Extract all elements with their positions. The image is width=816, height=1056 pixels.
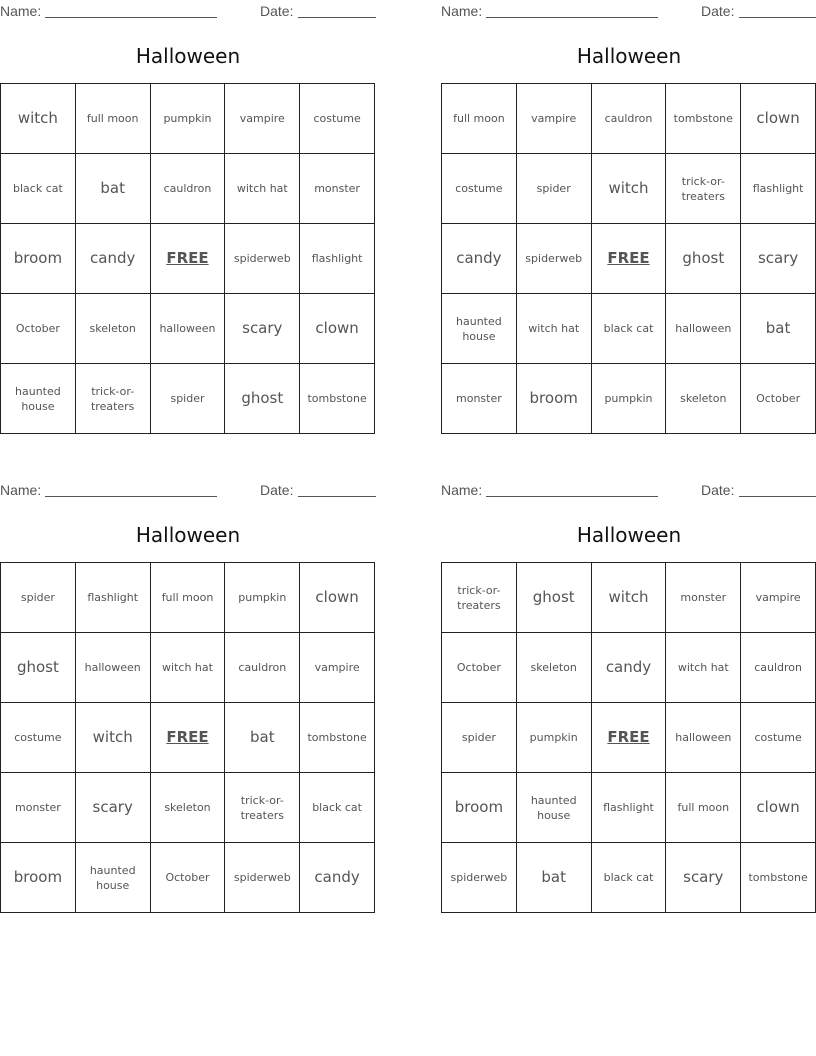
- bingo-cell: black cat: [300, 773, 375, 843]
- bingo-cell: October: [150, 843, 225, 913]
- free-space: FREE: [150, 224, 225, 294]
- bingo-cell: trick-or-treaters: [225, 773, 300, 843]
- bingo-cell: flashlight: [741, 154, 816, 224]
- bingo-cell: black cat: [1, 154, 76, 224]
- bingo-cell: candy: [442, 224, 517, 294]
- bingo-cell: spider: [1, 563, 76, 633]
- bingo-grid: [441, 83, 816, 434]
- card-header: [0, 479, 376, 501]
- bingo-cell: broom: [1, 843, 76, 913]
- free-space: FREE: [150, 703, 225, 773]
- bingo-cell: haunted house: [1, 364, 76, 434]
- bingo-cell: full moon: [442, 84, 517, 154]
- bingo-cell: bat: [75, 154, 150, 224]
- bingo-grid: [0, 562, 375, 913]
- grid-row: [1, 84, 375, 154]
- bingo-cell: haunted house: [75, 843, 150, 913]
- grid-row: [1, 633, 375, 703]
- grid-row: [442, 364, 816, 434]
- bingo-cell: cauldron: [591, 84, 666, 154]
- bingo-cell: tombstone: [741, 843, 816, 913]
- name-label: Name:: [441, 3, 483, 19]
- bingo-cell: witch hat: [150, 633, 225, 703]
- bingo-cell: spiderweb: [516, 224, 591, 294]
- bingo-cell: tombstone: [300, 703, 375, 773]
- bingo-card-2: [441, 0, 816, 407]
- bingo-cell: skeleton: [150, 773, 225, 843]
- grid-row: [442, 703, 816, 773]
- bingo-cell: bat: [516, 843, 591, 913]
- name-label: Name:: [441, 482, 483, 498]
- bingo-cell: bat: [225, 703, 300, 773]
- bingo-cell: monster: [300, 154, 375, 224]
- card-header: [441, 0, 816, 22]
- bingo-cell: scary: [75, 773, 150, 843]
- bingo-cell: costume: [1, 703, 76, 773]
- bingo-cell: tombstone: [666, 84, 741, 154]
- grid-row: [1, 364, 375, 434]
- bingo-cell: clown: [741, 773, 816, 843]
- bingo-cell: trick-or-treaters: [75, 364, 150, 434]
- bingo-cell: ghost: [1, 633, 76, 703]
- grid-row: [1, 843, 375, 913]
- bingo-cell: scary: [225, 294, 300, 364]
- bingo-cell: haunted house: [516, 773, 591, 843]
- bingo-cell: full moon: [75, 84, 150, 154]
- bingo-cell: full moon: [150, 563, 225, 633]
- bingo-cell: spiderweb: [442, 843, 517, 913]
- bingo-cell: black cat: [591, 294, 666, 364]
- bingo-cell: witch hat: [516, 294, 591, 364]
- date-line: [298, 17, 376, 18]
- grid-row: [442, 633, 816, 703]
- bingo-cell: candy: [300, 843, 375, 913]
- grid-row: [1, 773, 375, 843]
- name-line: [45, 496, 217, 497]
- name-line: [45, 17, 217, 18]
- name-label: Name:: [0, 482, 42, 498]
- date-line: [298, 496, 376, 497]
- bingo-cell: pumpkin: [591, 364, 666, 434]
- bingo-cell: skeleton: [666, 364, 741, 434]
- bingo-cell: monster: [666, 563, 741, 633]
- bingo-cell: trick-or-treaters: [442, 563, 517, 633]
- grid-row: [442, 294, 816, 364]
- bingo-cell: full moon: [666, 773, 741, 843]
- date-line: [739, 17, 816, 18]
- card-header: [441, 479, 816, 501]
- bingo-cell: scary: [666, 843, 741, 913]
- bingo-card-3: [0, 479, 376, 892]
- card-header: [0, 0, 376, 22]
- bingo-cell: spider: [516, 154, 591, 224]
- bingo-cell: witch: [1, 84, 76, 154]
- bingo-cell: spider: [150, 364, 225, 434]
- date-label: Date:: [701, 482, 735, 498]
- bingo-cell: costume: [442, 154, 517, 224]
- grid-row: [1, 563, 375, 633]
- bingo-cell: scary: [741, 224, 816, 294]
- bingo-cell: candy: [591, 633, 666, 703]
- date-label: Date:: [260, 3, 294, 19]
- grid-row: [442, 224, 816, 294]
- bingo-cell: broom: [442, 773, 517, 843]
- bingo-cell: witch hat: [666, 633, 741, 703]
- bingo-cell: candy: [75, 224, 150, 294]
- card-title: Halloween: [135, 44, 241, 68]
- grid-row: [1, 294, 375, 364]
- bingo-cell: vampire: [741, 563, 816, 633]
- bingo-cell: ghost: [516, 563, 591, 633]
- bingo-cell: flashlight: [75, 563, 150, 633]
- bingo-cell: vampire: [516, 84, 591, 154]
- bingo-cell: vampire: [225, 84, 300, 154]
- grid-row: [1, 224, 375, 294]
- grid-row: [442, 773, 816, 843]
- bingo-cell: halloween: [666, 703, 741, 773]
- bingo-cell: witch: [591, 563, 666, 633]
- bingo-cell: October: [1, 294, 76, 364]
- bingo-card-4: [441, 479, 816, 886]
- grid-row: [442, 84, 816, 154]
- bingo-cell: halloween: [150, 294, 225, 364]
- bingo-cell: skeleton: [516, 633, 591, 703]
- date-line: [739, 496, 816, 497]
- bingo-cell: broom: [1, 224, 76, 294]
- bingo-cell: broom: [516, 364, 591, 434]
- bingo-cell: vampire: [300, 633, 375, 703]
- bingo-cell: halloween: [75, 633, 150, 703]
- bingo-grid: [0, 83, 375, 434]
- bingo-cell: witch: [75, 703, 150, 773]
- bingo-cell: monster: [442, 364, 517, 434]
- bingo-cell: haunted house: [442, 294, 517, 364]
- name-line: [486, 496, 658, 497]
- name-label: Name:: [0, 3, 42, 19]
- bingo-cell: clown: [300, 563, 375, 633]
- bingo-cell: October: [442, 633, 517, 703]
- card-title: Halloween: [576, 523, 682, 547]
- bingo-cell: monster: [1, 773, 76, 843]
- free-space: FREE: [591, 703, 666, 773]
- bingo-cell: ghost: [666, 224, 741, 294]
- bingo-cell: pumpkin: [150, 84, 225, 154]
- bingo-cell: October: [741, 364, 816, 434]
- card-title: Halloween: [576, 44, 682, 68]
- name-line: [486, 17, 658, 18]
- bingo-cell: ghost: [225, 364, 300, 434]
- bingo-cell: spiderweb: [225, 224, 300, 294]
- bingo-cell: flashlight: [591, 773, 666, 843]
- bingo-cell: pumpkin: [516, 703, 591, 773]
- bingo-cell: costume: [741, 703, 816, 773]
- grid-row: [442, 843, 816, 913]
- bingo-cell: pumpkin: [225, 563, 300, 633]
- free-space: FREE: [591, 224, 666, 294]
- bingo-cell: cauldron: [150, 154, 225, 224]
- grid-row: [1, 154, 375, 224]
- grid-row: [442, 563, 816, 633]
- card-title: Halloween: [135, 523, 241, 547]
- bingo-cell: halloween: [666, 294, 741, 364]
- date-label: Date:: [701, 3, 735, 19]
- grid-row: [442, 154, 816, 224]
- date-label: Date:: [260, 482, 294, 498]
- bingo-cell: witch: [591, 154, 666, 224]
- bingo-cell: spiderweb: [225, 843, 300, 913]
- bingo-cell: witch hat: [225, 154, 300, 224]
- bingo-cell: clown: [300, 294, 375, 364]
- bingo-cell: spider: [442, 703, 517, 773]
- grid-row: [1, 703, 375, 773]
- bingo-cell: bat: [741, 294, 816, 364]
- bingo-cell: flashlight: [300, 224, 375, 294]
- bingo-cell: skeleton: [75, 294, 150, 364]
- bingo-cell: costume: [300, 84, 375, 154]
- bingo-card-1: [0, 0, 376, 413]
- bingo-grid: [441, 562, 816, 913]
- bingo-cell: trick-or-treaters: [666, 154, 741, 224]
- bingo-cell: black cat: [591, 843, 666, 913]
- bingo-cell: clown: [741, 84, 816, 154]
- bingo-cell: cauldron: [741, 633, 816, 703]
- bingo-cell: tombstone: [300, 364, 375, 434]
- bingo-cell: cauldron: [225, 633, 300, 703]
